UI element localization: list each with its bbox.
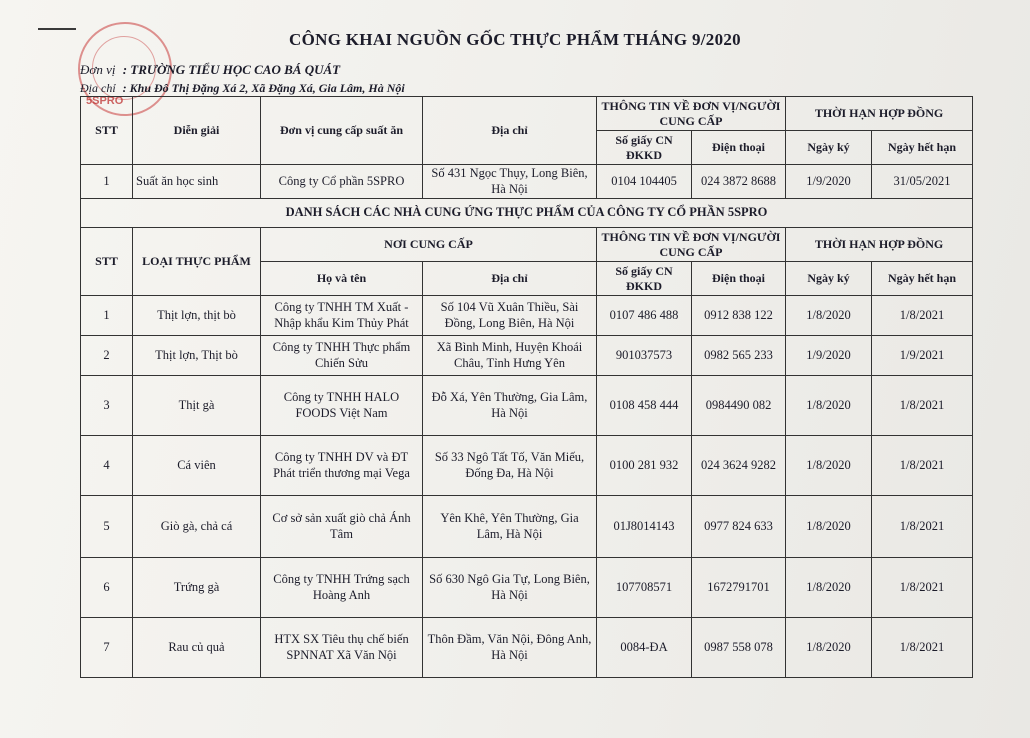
t1-dia-chi: Số 431 Ngọc Thụy, Long Biên, Hà Nội [423,165,597,199]
t1-header-so-giay: Số giấy CN ĐKKD [597,131,692,165]
unit-label: Đơn vị [80,62,116,77]
page-title: CÔNG KHAI NGUỒN GỐC THỰC PHẨM THÁNG 9/2020 [289,30,741,49]
row-ngay-ky: 1/8/2020 [786,618,872,678]
t2-header-so-giay: Số giấy CN ĐKKD [597,262,692,296]
t2-header-ho-ten: Họ và tên [261,262,423,296]
table-row [81,336,973,376]
t2-header-thoi-han: THỜI HẠN HỢP ĐỒNG [786,228,973,262]
row-ho-ten: HTX SX Tiêu thụ chế biến SPNNAT Xã Văn Nội [261,618,423,678]
row-so-giay: 0108 458 444 [597,376,692,436]
address-label: Địa chỉ [80,81,116,95]
row-stt: 2 [81,336,133,376]
row-ngay-ky: 1/9/2020 [786,336,872,376]
unit-line [80,62,340,78]
t1-header-dien-thoai: Điện thoại [692,131,786,165]
row-ngay-het-han: 1/8/2021 [872,436,973,496]
row-ngay-ky: 1/8/2020 [786,376,872,436]
row-ho-ten: Công ty TNHH Thực phẩm Chiến Sửu [261,336,423,376]
row-dien-thoai: 1672791701 [692,558,786,618]
row-stt: 6 [81,558,133,618]
row-so-giay: 0107 486 488 [597,296,692,336]
row-dia-chi: Đỗ Xá, Yên Thường, Gia Lâm, Hà Nội [423,376,597,436]
row-dia-chi: Thôn Đầm, Văn Nội, Đông Anh, Hà Nội [423,618,597,678]
row-loai: Cá viên [133,436,261,496]
t1-header-dien-giai: Diễn giải [133,97,261,165]
row-dia-chi: Số 33 Ngô Tất Tố, Văn Miếu, Đống Đa, Hà Nội [423,436,597,496]
food-source-table [80,96,973,678]
row-ngay-ky: 1/8/2020 [786,558,872,618]
row-ngay-ky: 1/8/2020 [786,296,872,336]
row-ho-ten: Công ty TNHH TM Xuất - Nhập khẩu Kim Thủy Phát [261,296,423,336]
row-loai: Thịt lợn, thịt bò [133,296,261,336]
row-stt: 7 [81,618,133,678]
row-dia-chi: Số 630 Ngô Gia Tự, Long Biên, Hà Nội [423,558,597,618]
table-row [81,558,973,618]
t2-header-ngay-ky: Ngày ký [786,262,872,296]
t1-dien-thoai: 024 3872 8688 [692,165,786,199]
t1-stt: 1 [81,165,133,199]
row-ngay-het-han: 1/9/2021 [872,336,973,376]
row-so-giay: 0100 281 932 [597,436,692,496]
row-stt: 5 [81,496,133,558]
t1-ngay-het-han: 31/05/2021 [872,165,973,199]
stamp-text: 5SPRO [86,95,124,107]
row-so-giay: 107708571 [597,558,692,618]
t1-header-dia-chi: Địa chỉ [423,97,597,165]
t1-header-ngay-het-han: Ngày hết hạn [872,131,973,165]
t2-header-loai: LOẠI THỰC PHẨM [133,228,261,296]
row-so-giay: 0084-ĐA [597,618,692,678]
row-dia-chi: Yên Khê, Yên Thường, Gia Lâm, Hà Nội [423,496,597,558]
row-so-giay: 01J8014143 [597,496,692,558]
row-dia-chi: Số 104 Vũ Xuân Thiều, Sài Đồng, Long Biên, Hà Nội [423,296,597,336]
row-loai: Thịt lợn, Thịt bò [133,336,261,376]
row-loai: Trứng gà [133,558,261,618]
row-ngay-het-han: 1/8/2021 [872,296,973,336]
table-row [81,436,973,496]
row-stt: 4 [81,436,133,496]
t1-header-don-vi: Đơn vị cung cấp suất ăn [261,97,423,165]
row-ho-ten: Công ty TNHH DV và ĐT Phát triển thương mại Vega [261,436,423,496]
row-dien-thoai: 024 3624 9282 [692,436,786,496]
row-loai: Giò gà, chả cá [133,496,261,558]
row-stt: 1 [81,296,133,336]
row-dien-thoai: 0982 565 233 [692,336,786,376]
row-ngay-het-han: 1/8/2021 [872,618,973,678]
address-line [80,81,405,96]
t1-don-vi: Công ty Cổ phần 5SPRO [261,165,423,199]
t1-so-giay: 0104 104405 [597,165,692,199]
row-so-giay: 901037573 [597,336,692,376]
t2-header-ngay-het-han: Ngày hết hạn [872,262,973,296]
t1-header-stt: STT [81,97,133,165]
row-loai: Thịt gà [133,376,261,436]
row-dien-thoai: 0912 838 122 [692,296,786,336]
row-loai: Rau củ quả [133,618,261,678]
t1-table-row [81,165,973,199]
t1-ngay-ky: 1/9/2020 [786,165,872,199]
t1-dien-giai: Suất ăn học sinh [133,165,261,199]
t2-header-dien-thoai: Điện thoại [692,262,786,296]
row-ho-ten: Công ty TNHH Trứng sạch Hoàng Anh [261,558,423,618]
t1-header-thoi-han: THỜI HẠN HỢP ĐỒNG [786,97,973,131]
row-ho-ten: Công ty TNHH HALO FOODS Việt Nam [261,376,423,436]
section-title: DANH SÁCH CÁC NHÀ CUNG ỨNG THỰC PHẨM CỦA CÔNG TY CỔ PHẦN 5SPRO [81,199,973,228]
row-ngay-het-han: 1/8/2021 [872,496,973,558]
row-ngay-het-han: 1/8/2021 [872,376,973,436]
table-row [81,496,973,558]
row-ngay-ky: 1/8/2020 [786,436,872,496]
row-stt: 3 [81,376,133,436]
unit-value: : TRƯỜNG TIỂU HỌC CAO BÁ QUÁT [122,62,341,77]
row-dien-thoai: 0987 558 078 [692,618,786,678]
t2-header-dia-chi: Địa chỉ [423,262,597,296]
address-value: : Khu Đô Thị Đặng Xá 2, Xã Đặng Xá, Gia Lâm, Hà Nội [122,81,405,95]
t1-header-ngay-ky: Ngày ký [786,131,872,165]
row-ho-ten: Cơ sở sản xuất giò chả Ánh Tâm [261,496,423,558]
table-row [81,296,973,336]
t2-header-noi-cung-cap: NƠI CUNG CẤP [261,228,597,262]
table-row [81,618,973,678]
row-ngay-het-han: 1/8/2021 [872,558,973,618]
t1-header-thong-tin: THÔNG TIN VỀ ĐƠN VỊ/NGƯỜI CUNG CẤP [597,97,786,131]
row-dien-thoai: 0984490 082 [692,376,786,436]
t2-header-stt: STT [81,228,133,296]
table-row [81,376,973,436]
t2-header-thong-tin: THÔNG TIN VỀ ĐƠN VỊ/NGƯỜI CUNG CẤP [597,228,786,262]
row-dia-chi: Xã Bình Minh, Huyện Khoái Châu, Tỉnh Hưng Yên [423,336,597,376]
row-dien-thoai: 0977 824 633 [692,496,786,558]
row-ngay-ky: 1/8/2020 [786,496,872,558]
